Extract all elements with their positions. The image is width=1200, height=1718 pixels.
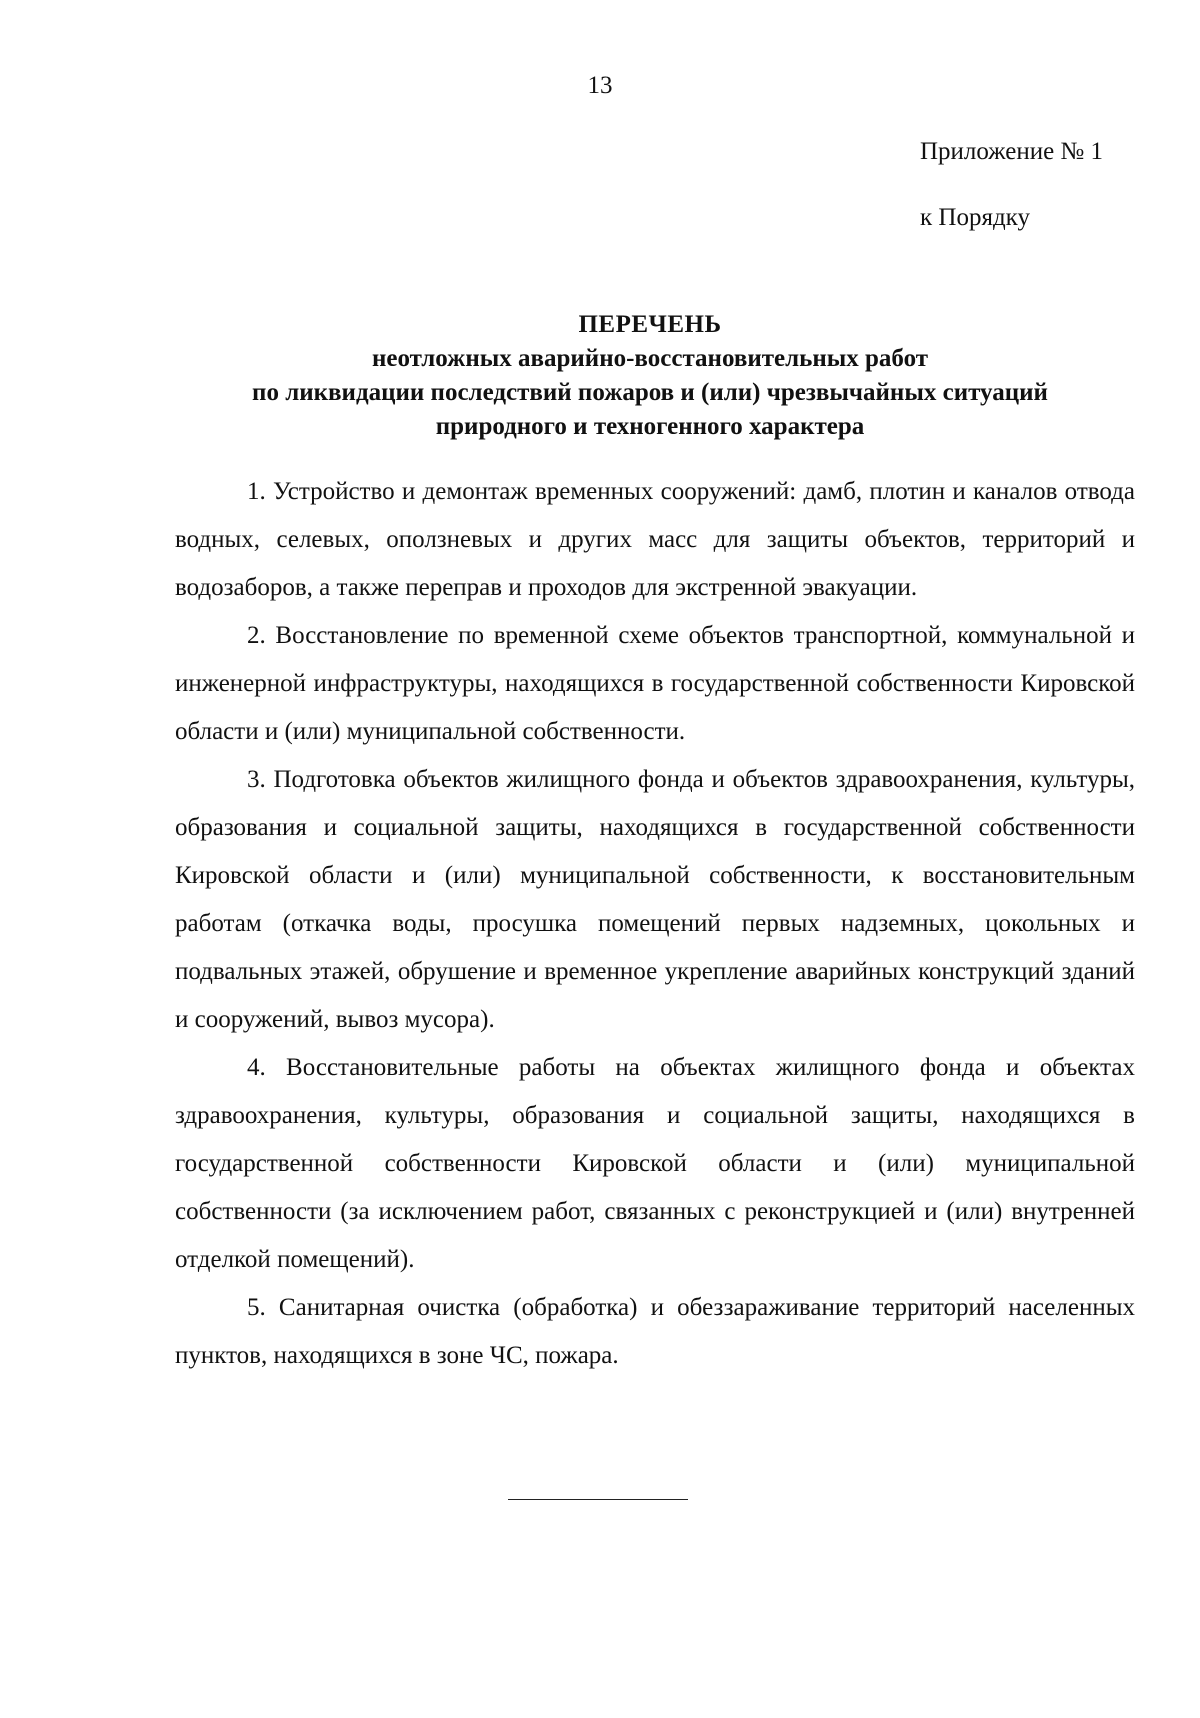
appendix-number: Приложение № 1: [920, 138, 1104, 165]
list-item-5: 5. Санитарная очистка (обработка) и обеззараживание территорий населенных пунктов, находящихся в зоне ЧС, пожара.: [175, 1294, 1135, 1369]
list-item-4: 4. Восстановительные работы на объектах жилищного фонда и объектах здравоохранения, культуры, образования и социальной защиты, находящихся в государственной собственности Кировской области и (или) муниципальной собственности (за исключением работ, связанных с реконструкцией и (или) внутренней отделкой помещений).: [175, 1054, 1135, 1273]
document-body: [175, 468, 1135, 1380]
list-item-2: 2. Восстановление по временной схеме объектов транспортной, коммунальной и инженерной инфраструктуры, находящихся в государственной собственности Кировской области и (или) муниципальной собственности.: [175, 622, 1135, 745]
title-line-2: по ликвидации последствий пожаров и (или) чрезвычайных ситуаций: [252, 379, 1048, 406]
page-number: 13: [587, 72, 613, 99]
document-title: [150, 308, 1150, 444]
title-line-3: природного и техногенного характера: [435, 413, 865, 440]
list-item-3: 3. Подготовка объектов жилищного фонда и объектов здравоохранения, культуры, образования и социальной защиты, находящихся в государственной собственности Кировской области и (или) муниципальной собственности, к восстановительным работам (откачка воды, просушка помещений первых надземных, цокольных и подвальных этажей, обрушение и временное укрепление аварийных конструкций зданий и сооружений, вывоз мусора).: [175, 766, 1135, 1033]
title-line-1: неотложных аварийно-восстановительных работ: [371, 345, 929, 372]
appendix-reference: к Порядку: [920, 204, 1030, 231]
title-heading: ПЕРЕЧЕНЬ: [578, 311, 722, 338]
list-item-1: 1. Устройство и демонтаж временных сооружений: дамб, плотин и каналов отвода водных, селевых, оползневых и других масс для защиты объектов, территорий и водозаборов, а также переправ и проходов для экстренной эвакуации.: [175, 478, 1135, 601]
end-divider: [508, 1499, 688, 1500]
